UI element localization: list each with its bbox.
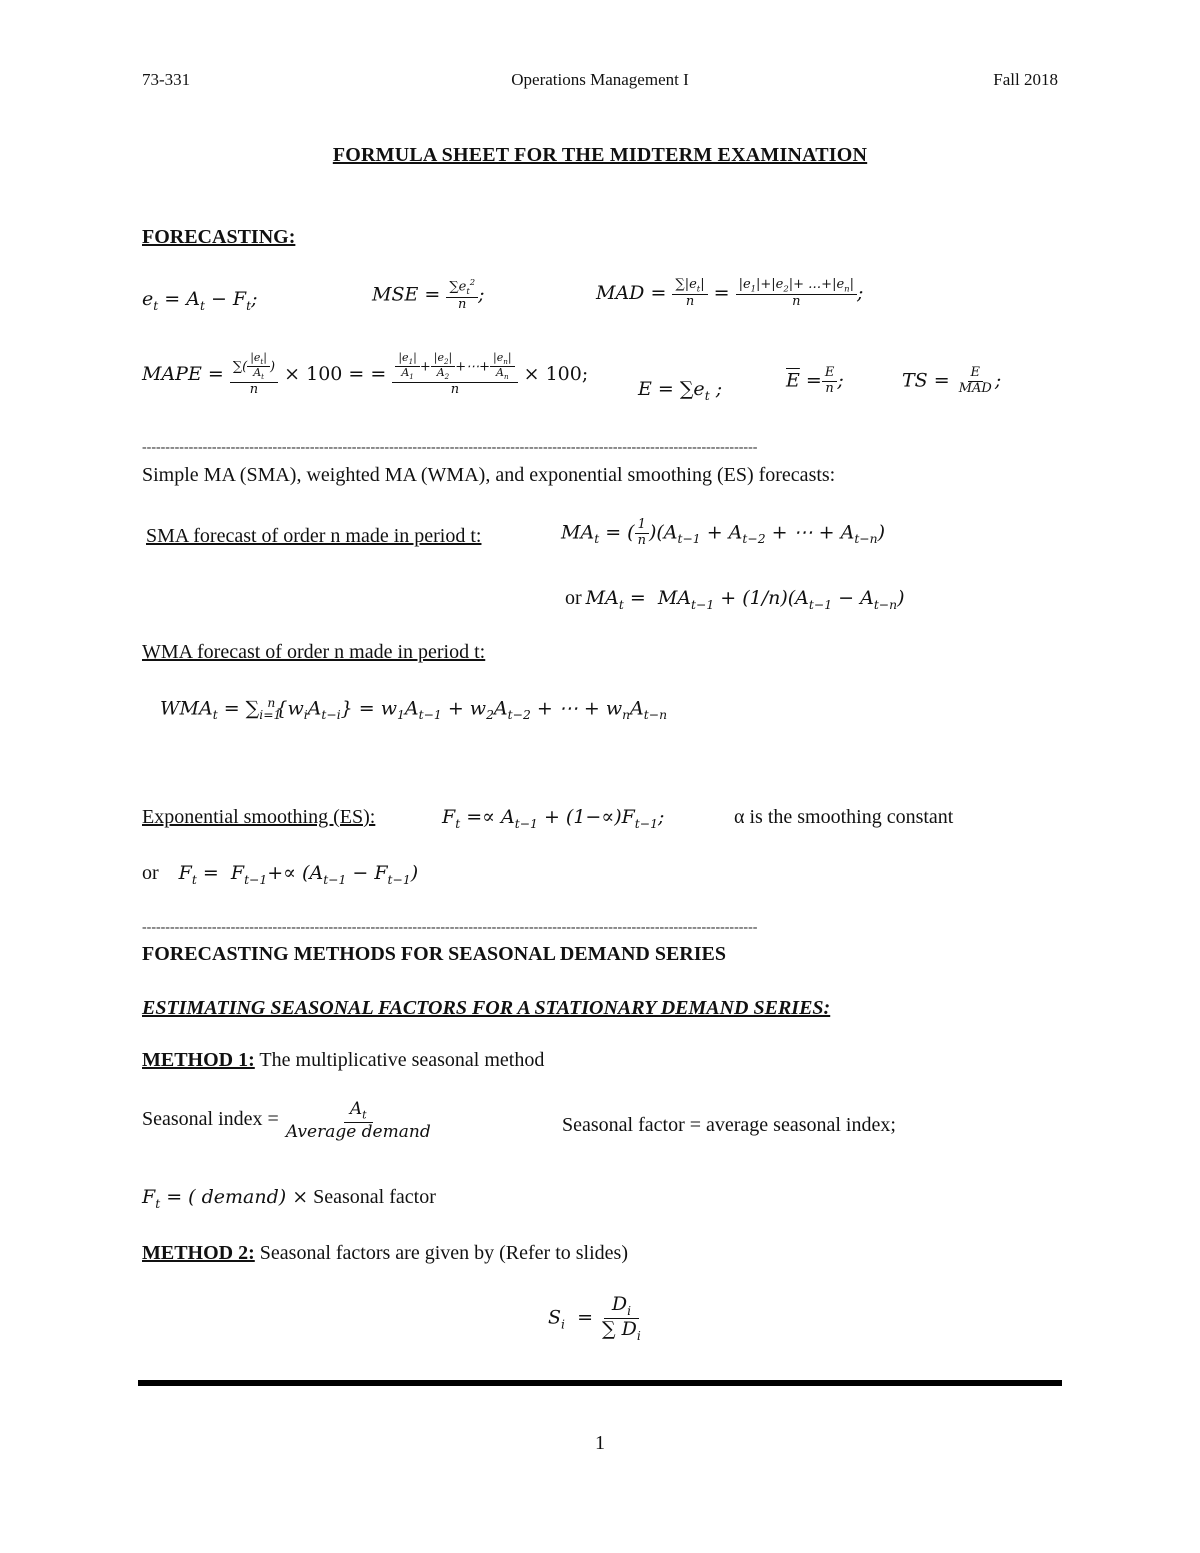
or-word: or: [565, 587, 582, 609]
e-bar-formula: $\overline{E}$ = $\frac{E}{n}$ ;: [786, 365, 844, 396]
e-sum-formula: $E = \sum e_t$ ;: [638, 378, 723, 403]
method2: [142, 1242, 628, 1265]
mse-formula: MSE = $\frac{\sum e_t^2}{n}$ ;: [372, 277, 485, 312]
seasonal-index-denominator: Average demand: [285, 1122, 431, 1143]
course-code: 73-331: [142, 70, 191, 89]
seasonal-index-formula: Seasonal index = $\frac{A_t}{\text{Average demand}}$: [142, 1100, 434, 1143]
separator: ------------------------------------------------------------------------------------------------------------------------------------: [142, 440, 758, 455]
ft-seasonal-formula: $F_t$ = ( demand) × Seasonal factor: [142, 1186, 436, 1211]
ft-suffix: Seasonal factor: [308, 1186, 436, 1208]
method1: [142, 1049, 544, 1072]
sma-recursive: or $MA_t = MA_{t-1} + (1/n)(A_{t-1} - A_{t-n})$: [565, 587, 905, 612]
wma-formula: $WMA_t = \sum_{i=1}^n\{w_iA_{t-i}\} = w_1A_{t-1} + w_2A_{t-2}$ + ⋯ + $w_nA_{t-n}$: [160, 696, 668, 723]
seasonal-factor-text: Seasonal factor = average seasonal index;: [562, 1114, 896, 1136]
seasonal-subheading: ESTIMATING SEASONAL FACTORS FOR A STATIONARY DEMAND SERIES:: [142, 997, 831, 1019]
si-formula: $S_i$ = $\frac{D_i}{\sum D_i}$: [548, 1293, 641, 1343]
sma-label: SMA forecast of order n made in period t:: [146, 525, 482, 547]
or-word-es: or: [142, 862, 159, 884]
seasonal-heading: FORECASTING METHODS FOR SEASONAL DEMAND SERIES: [142, 943, 726, 965]
ts-formula: TS = $\frac{E}{\text{MAD}}$ ;: [902, 365, 1002, 396]
mad-formula: MAD = $\frac{\sum|e_t|}{n}$ = $\frac{|e_1|+|e_2|+ \dots+|e_n|}{n}$ ;: [596, 277, 864, 310]
es-label: Exponential smoothing (ES):: [142, 806, 376, 828]
forecasting-heading: FORECASTING:: [142, 226, 296, 248]
wma-label: WMA forecast of order n made in period t:: [142, 641, 486, 663]
method1-label: METHOD 1:: [142, 1049, 255, 1071]
course-name: Operations Management I: [511, 70, 689, 89]
es-recursive: or $F_t = F_{t-1}+\propto (A_{t-1} - F_{t-1})$: [142, 862, 419, 887]
term: Fall 2018: [993, 70, 1058, 89]
es-formula: $F_t =\propto A_{t-1} + (1-\propto)F_{t-1}$;: [442, 806, 665, 831]
es-note: α is the smoothing constant: [734, 806, 954, 828]
error-formula: $e_t = A_t - F_t$;: [142, 288, 258, 313]
ma-es-intro: Simple MA (SMA), weighted MA (WMA), and exponential smoothing (ES) forecasts:: [142, 464, 836, 486]
separator-2: ------------------------------------------------------------------------------------------------------------------------------------: [142, 920, 758, 935]
mape-formula: MAPE = ∑( $\frac{|e_t|}{A_t}$ ) n × 100 = = $\frac{|e_1|}{A_1}$ + $\frac{|e_2|}{A_2}$ +⋯+ $\frac{|e_n|}{A_n}$ n × 100;: [142, 351, 589, 397]
method1-text: The multiplicative seasonal method: [254, 1049, 545, 1071]
method2-text: Seasonal factors are given by (Refer to slides): [254, 1242, 628, 1264]
seasonal-index-label: Seasonal index =: [142, 1107, 279, 1130]
sma-formula: $MA_t$ = ( $\frac{1}{n}$ )($A_{t-1} + A_{t-2}$ + ⋯ + $A_{t-n}$): [561, 517, 885, 548]
page-number: 1: [595, 1432, 605, 1454]
method2-label: METHOD 2:: [142, 1242, 255, 1264]
bottom-rule: [138, 1380, 1062, 1386]
ft-demand: demand: [201, 1186, 279, 1208]
page-title: FORMULA SHEET FOR THE MIDTERM EXAMINATION: [332, 144, 868, 166]
